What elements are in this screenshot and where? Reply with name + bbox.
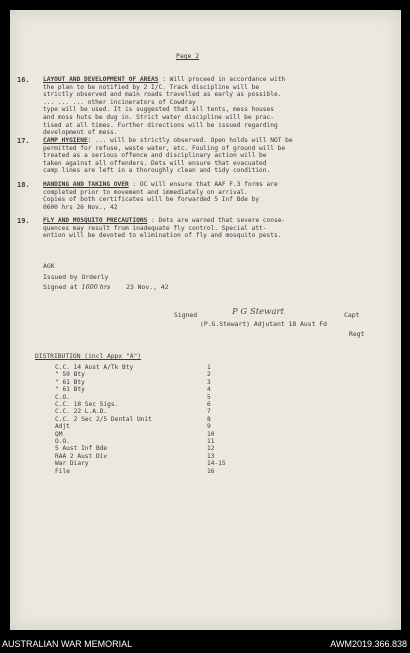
distribution-recipient: Adjt xyxy=(55,423,70,431)
paragraph-text: camp lines are left in a thoroughly clean and tidy condition. xyxy=(43,167,271,175)
distribution-copy-number: 13 xyxy=(207,452,215,460)
distribution-copy-number: 2 xyxy=(207,371,211,379)
paragraph-heading: HANDING AND TAKING OVER xyxy=(43,181,129,188)
distribution-copy-number: 11 xyxy=(207,438,215,445)
paragraph-text: quences may result from inadequate fly control. Special att- xyxy=(43,224,267,232)
distribution-recipient: " 61 Bty xyxy=(55,386,85,394)
distribution-copy-number: 5 xyxy=(207,393,211,401)
paragraph-text: and moss huts be dug in. Strict water discipline will be prac- xyxy=(43,114,274,121)
distribution-recipient: C.C. 22 L.A.D. xyxy=(55,408,108,416)
paragraph-heading: CAMP HYGIENE xyxy=(43,137,88,144)
paragraph-text: : OC will ensure that AAF F.3 forms are xyxy=(128,181,278,188)
distribution-recipient: War Diary xyxy=(55,460,89,468)
paragraph-line xyxy=(43,232,281,241)
distribution-copy-number: 1 xyxy=(207,364,211,371)
paragraph-text: completed prior to movement and immediately on arrival. xyxy=(43,188,248,196)
distribution-copy-number: 3 xyxy=(207,378,211,386)
paragraph-text: : ... will be strictly observed. Open holds will NOT be xyxy=(87,137,293,144)
distribution-recipient: C.C. 2 Sec 2/5 Dental Unit xyxy=(55,415,152,423)
paragraph-number: 18. xyxy=(17,181,30,189)
distribution-recipient: QM xyxy=(55,430,63,438)
signature-prefix: Signed xyxy=(174,311,198,319)
paragraph-text: taken against all offenders. Dets will ensure that evacuated xyxy=(43,159,267,167)
paragraph-text: tised at all times. Further directions will be issued regarding xyxy=(43,121,278,129)
signature-scrawl: P G Stewart xyxy=(232,307,285,317)
distribution-recipient: O.O. xyxy=(55,438,70,445)
footer-institution: AUSTRALIAN WAR MEMORIAL xyxy=(2,639,133,649)
paragraph-text: : Dets are warned that severe conse- xyxy=(147,217,286,224)
paragraph-text: permitted for refuse, waste water, etc. Fouling of ground will be xyxy=(43,144,286,152)
distribution-copy-number: 7 xyxy=(207,408,211,416)
paragraph-line xyxy=(43,204,118,213)
document-page xyxy=(10,10,401,630)
paragraph-heading: FLY AND MOSQUITO PRECAUTIONS xyxy=(43,217,148,224)
paragraph-number: 19. xyxy=(17,217,30,225)
distribution-copy-number: 9 xyxy=(207,423,211,431)
paragraph-text: treated as a serious offence and disciplinary action will be xyxy=(43,152,267,160)
distribution-recipient: RAA 2 Aust Div xyxy=(55,452,108,460)
paragraph-text: development of mess. xyxy=(43,129,118,137)
issued-by-line: Issued by Orderly xyxy=(43,273,109,281)
distribution-recipient: 5 Aust Inf Bde xyxy=(55,445,108,453)
paragraph-number: 16. xyxy=(17,76,30,84)
distribution-copy-number: 6 xyxy=(207,401,211,408)
distribution-heading: DISTRIBUTION (incl Appx "A") xyxy=(35,353,142,360)
paragraph-text: : Will proceed in accordance with xyxy=(158,76,286,83)
distribution-recipient: " 59 Bty xyxy=(55,371,85,379)
ack-line: AGK xyxy=(43,262,55,270)
distribution-copy-number: 12 xyxy=(207,445,215,453)
archive-footer xyxy=(0,638,410,653)
signed-at-label: Signed at xyxy=(43,283,78,291)
distribution-copy-number: 8 xyxy=(207,415,211,423)
paragraph-line xyxy=(43,167,270,176)
distribution-recipient: C.C. 14 Aust A/Tk Bty xyxy=(55,364,134,371)
distribution-copy-number: 16 xyxy=(207,467,215,475)
paragraph-text: type will be used. It is suggested that all tents, mess houses xyxy=(43,106,274,114)
paragraph-text: strictly observed and main roads travelled as early as possible. xyxy=(43,91,282,99)
signature-name-line: (P.G.Stewart) Adjutant 18 Aust Fd xyxy=(200,320,327,328)
distribution-copy-number: 10 xyxy=(207,430,215,438)
distribution-recipient: File xyxy=(55,467,70,475)
signed-date: 23 Nov., 42 xyxy=(126,283,169,291)
paragraph-number: 17. xyxy=(17,137,30,145)
distribution-copy-number: 14-15 xyxy=(207,460,226,468)
paragraph-text: 0600 hrs 26 Nov., 42 xyxy=(43,203,118,211)
signature-rank: Capt xyxy=(344,311,360,319)
paragraph-text: the plan to be notified by 2 I/C. Track discipline will be xyxy=(43,83,260,91)
distribution-recipient: C.C. 18 Sec Sigs. xyxy=(55,401,119,408)
page-label: Page 2 xyxy=(176,52,200,60)
paragraph-text: ... ... ... other incinerators of Cowdray xyxy=(43,98,196,106)
footer-reference: AWM2019.366.838 xyxy=(330,639,407,649)
signature-unit: Regt xyxy=(349,330,365,338)
paragraph-text: ention will be devoted to elimination of fly and mosquito pests. xyxy=(43,232,282,240)
distribution-recipient: C.O. xyxy=(55,393,70,401)
signed-at-line xyxy=(43,283,168,292)
paragraph-heading: LAYOUT AND DEVELOPMENT OF AREAS xyxy=(43,76,159,83)
paragraph-text: Copies of both certificates will be forwarded 5 Inf Bde by xyxy=(43,196,260,204)
distribution-recipient: " 61 Bty xyxy=(55,378,85,386)
signed-at-time: 1600 hrs xyxy=(81,283,111,291)
distribution-copy-number: 4 xyxy=(207,386,211,394)
